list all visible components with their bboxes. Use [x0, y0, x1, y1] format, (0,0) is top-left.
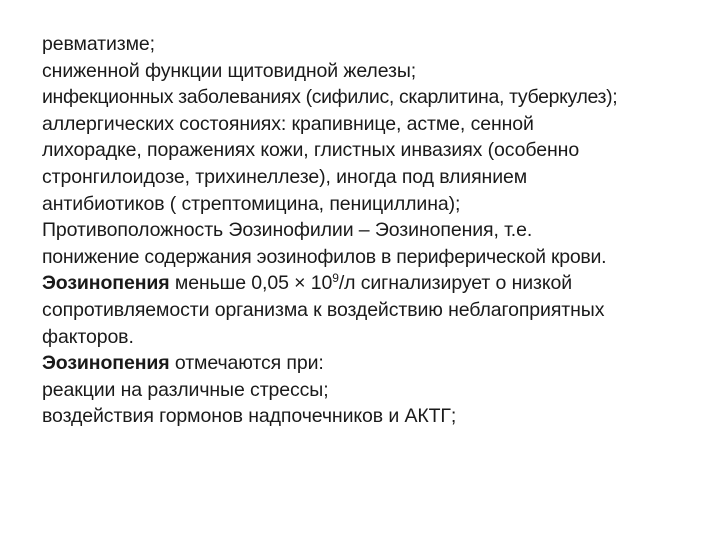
text-line-decrease: понижение содержания эозинофилов в периферической крови.	[42, 245, 607, 268]
text-line-hormones: воздействия гормонов надпочечников и АКТГ;	[42, 405, 457, 428]
text-line-thyroid: сниженной функции щитовидной железы;	[42, 59, 417, 82]
text-line-eosinopenia-causes	[42, 350, 714, 377]
eosinopenia-value-tail: /л сигнализирует о низкой	[338, 272, 573, 295]
text-line-factors: факторов.	[42, 325, 134, 348]
text-line-resistance: сопротивляемости организма к воздействию неблагоприятных	[42, 298, 605, 321]
eosinopenia-term: Эозинопения	[42, 272, 170, 295]
slide-text-body	[42, 31, 714, 430]
eosinopenia-value-text: меньше 0,05 × 10	[169, 272, 333, 295]
text-line-allergic: аллергических состояниях: крапивнице, астме, сенной	[42, 112, 534, 135]
eosinopenia-exponent: 9	[332, 271, 339, 286]
text-line-rheumatism: ревматизме;	[42, 33, 155, 55]
text-line-infections: инфекционных заболеваниях (сифилис, скарлитина, туберкулез);	[42, 86, 618, 109]
eosinopenia-causes-term: Эозинопения	[42, 352, 170, 375]
text-line-opposite: Противоположность Эозинофилии – Эозинопения, т.е.	[42, 219, 533, 242]
text-line-strongyloidosis: стронгилоидозе, трихинеллезе), иногда под влиянием	[42, 165, 528, 188]
text-line-antibiotics: антибиотиков ( стрептомицина, пенициллина);	[42, 192, 461, 215]
eosinopenia-causes-text: отмечаются при:	[169, 352, 324, 375]
text-line-fever: лихорадке, поражениях кожи, глистных инвазиях (особенно	[42, 139, 580, 162]
text-line-stress: реакции на различные стрессы;	[42, 378, 329, 401]
text-line-eosinopenia-value	[42, 270, 714, 297]
